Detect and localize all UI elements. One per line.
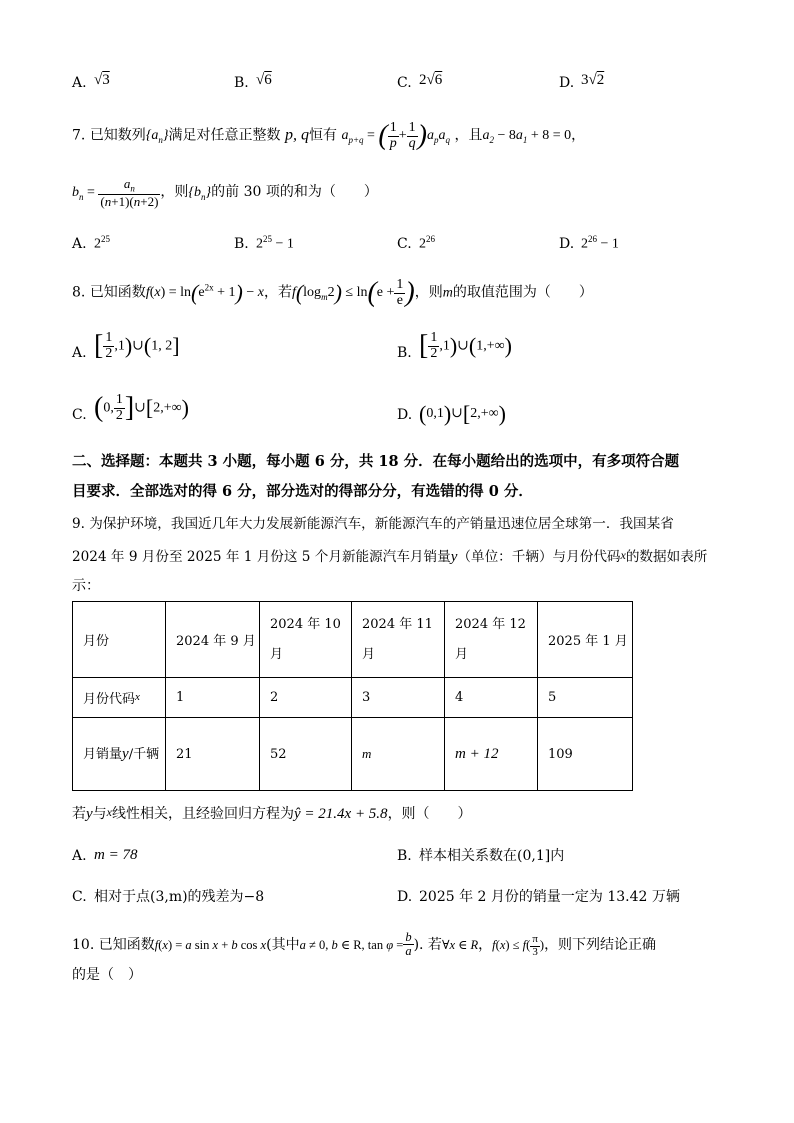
section-2-line1: 二、选择题：本题共 3 小题，每小题 6 分，共 18 分．在每小题给出的选项中，有多项符合题: [72, 453, 680, 470]
q9-line3: 示：: [72, 578, 100, 594]
q7-option-d-value: $2^{26} - 1$: [581, 234, 619, 252]
q10-line1d: ，: [478, 937, 493, 954]
q9-regression: ŷ = 21.4x + 5.8: [294, 806, 388, 822]
q8-option-c-value: (0, $\frac{1}{2}$ ]∪[2,+∞): [94, 392, 189, 424]
q9-line2c: 的数据如表所: [625, 549, 708, 565]
q7-option-d-label: D.: [559, 236, 575, 252]
q9-after-var-y: y: [86, 806, 93, 822]
q9-line1: 9. 为保护环境，我国近几年大力发展新能源汽车，新能源汽车的产销量迅速位居全球第一．我国某省: [72, 516, 674, 532]
q6-option-c-label: C.: [397, 75, 412, 91]
q7-option-b-label: B.: [234, 236, 249, 252]
code-cell: 5: [538, 678, 633, 718]
q7-text4: ，且: [454, 127, 483, 144]
q7-option-a-label: A.: [72, 236, 87, 252]
code-header: [73, 678, 166, 718]
code-header-var: x: [135, 691, 140, 703]
q9-line2: [72, 549, 707, 565]
q10-line1c: ). 若: [413, 937, 442, 954]
month-cell: 2024 年 11 月: [352, 602, 445, 678]
sales-cell: 109: [538, 718, 633, 791]
q7-option-a-value: $2^{25}$: [94, 234, 110, 252]
q9-option-c-label: C.: [72, 889, 87, 905]
q8-text4: 的取值范围为（ ）: [452, 284, 593, 301]
q7-option-b-value: $2^{25} - 1$: [256, 234, 294, 252]
sales-header-var: y: [122, 745, 129, 762]
q8-text1: 已知函数: [89, 284, 146, 301]
table-row-month: [73, 602, 633, 678]
q7-option-c-value: $2^{26}$: [419, 234, 435, 252]
q9-option-a-label: A.: [72, 848, 87, 864]
q10-func: f(x) = a sin x + b cos x: [154, 938, 267, 953]
q9-var-y: y: [450, 549, 458, 565]
q10-line2: 的是（ ）: [72, 967, 142, 983]
q6-option-d-label: D.: [559, 75, 575, 91]
sales-header-text: 月销量: [83, 746, 123, 762]
q9-option-b-label: B.: [397, 848, 412, 864]
q9-after-end: ，则（ ）: [387, 806, 472, 822]
sales-header: [73, 718, 166, 791]
code-header-text: 月份代码: [83, 692, 136, 707]
q6-option-a-value: √3: [94, 72, 110, 88]
section-2-line2: 目要求．全部选对的得 6 分，部分选对的得部分分，有选错的得 0 分．: [72, 483, 533, 500]
sales-cell: 21: [166, 718, 260, 791]
q9-data-table: [72, 601, 633, 791]
q8-line1: [72, 278, 593, 308]
q6-option-b-label: B.: [234, 75, 249, 91]
q7-formula: $a_{p+q}$ = ( $\frac{1}{p}$ + $\frac{1}{q}$ )$a_pa_q$: [341, 120, 450, 152]
q8-option-c-label: C.: [72, 407, 87, 423]
table-row-code: [73, 678, 633, 718]
q7-line1: [72, 121, 585, 151]
q10-line1e: ，则下列结论正确: [544, 937, 657, 954]
q8-ineq: $f(\log_m2) \le \ln(e$ + $\frac{1}{e}$ ): [291, 277, 415, 309]
q7-text6: ，则: [160, 184, 189, 201]
sales-cell: m + 12: [445, 718, 538, 791]
q9-option-b-value: 样本相关系数在(0,1]内: [419, 848, 565, 864]
q7-number: 7.: [72, 127, 86, 144]
q10-line1: [72, 931, 656, 958]
q9-after-pre: 若: [72, 806, 86, 822]
q8-number: 8.: [72, 284, 86, 301]
q9-line2b: （单位：千辆）与月份代码: [457, 549, 621, 565]
q9-line2a: 2024 年 9 月份至 2025 年 1 月份这 5 个月新能源汽车月销量: [72, 549, 451, 565]
q8-text3: ，则: [414, 284, 443, 301]
q8-option-a-value: [ $\frac{1}{2}$ ,1)∪(1, 2]: [94, 330, 180, 362]
code-cell: 4: [445, 678, 538, 718]
q7-line2: [72, 177, 378, 209]
q9-var-x: x: [620, 548, 626, 562]
q7-text2: 满足对任意正整数: [168, 127, 281, 144]
month-header: 月份: [73, 602, 166, 678]
q8-option-d-value: (0,1)∪[2,+∞): [419, 401, 506, 426]
code-cell: 1: [166, 678, 260, 718]
q7-bseq: $\{b_n\}$: [188, 185, 212, 202]
code-cell: 3: [352, 678, 445, 718]
q6-option-c-value: 2√6: [419, 72, 443, 88]
q8-var: m: [442, 285, 453, 301]
q7-text1: 已知数列: [89, 127, 146, 144]
table-row-sales: [73, 718, 633, 791]
q10-ineq: f(x) ≤ f( $\frac{\pi}{3}$ ): [492, 933, 545, 958]
q10-cond: a ≠ 0, b ∈ R, tan φ = $\frac{b}{a}$: [299, 930, 412, 959]
sales-cell: m: [352, 718, 445, 791]
q7-text7: 的前 30 项的和为（ ）: [211, 184, 378, 201]
q8-func: $f(x) = \ln(e^{2x} + 1) - x$: [145, 280, 264, 306]
q9-option-d-label: D.: [397, 889, 413, 905]
q8-option-b-value: [ $\frac{1}{2}$ ,1)∪(1,+∞): [419, 330, 512, 362]
q10-forall: ∀x ∈ R: [441, 938, 479, 953]
code-cell: 2: [260, 678, 352, 718]
q8-text2: ，若: [263, 284, 292, 301]
month-cell: 2024 年 10 月: [260, 602, 352, 678]
q7-bn-def: $b_n$ = $\frac{a_n}{(n+1)(n+2)}$: [72, 176, 159, 210]
q7-text3: 恒有: [308, 127, 337, 144]
q9-after-mid: 与: [92, 806, 107, 822]
q6-option-d-value: 3√2: [581, 72, 605, 88]
q8-option-b-label: B.: [397, 345, 412, 361]
q9-after-var-x: x: [106, 805, 112, 819]
q7-option-c-label: C.: [397, 236, 412, 252]
q10-line1b: (其中: [266, 937, 300, 954]
q7-condition: $a_2 - 8a_1 + 8 = 0$: [482, 128, 572, 146]
q9-option-c-value: 相对于点(3,m)的残差为−8: [94, 889, 265, 905]
q7-text5: ，: [571, 127, 586, 144]
sales-cell: 52: [260, 718, 352, 791]
month-cell: 2025 年 1 月: [538, 602, 633, 678]
month-cell: 2024 年 12 月: [445, 602, 538, 678]
q9-option-a-value: m = 78: [94, 847, 138, 863]
sales-header-unit: /千辆: [128, 746, 160, 762]
q7-pq: p, q: [284, 126, 309, 144]
q8-option-a-label: A.: [72, 345, 87, 361]
q8-option-d-label: D.: [397, 407, 413, 423]
q9-after-table: [72, 806, 472, 822]
q9-option-d-value: 2025 年 2 月份的销量一定为 13.42 万辆: [419, 889, 680, 905]
month-cell: 2024 年 9 月: [166, 602, 260, 678]
q6-option-b-value: √6: [256, 72, 272, 88]
q9-after-mid2: 线性相关，且经验回归方程为: [112, 806, 294, 822]
q6-option-a-label: A.: [72, 75, 87, 91]
q10-line1a: 10. 已知函数: [72, 937, 155, 954]
q7-seq: $\{a_n\}$: [145, 128, 169, 146]
